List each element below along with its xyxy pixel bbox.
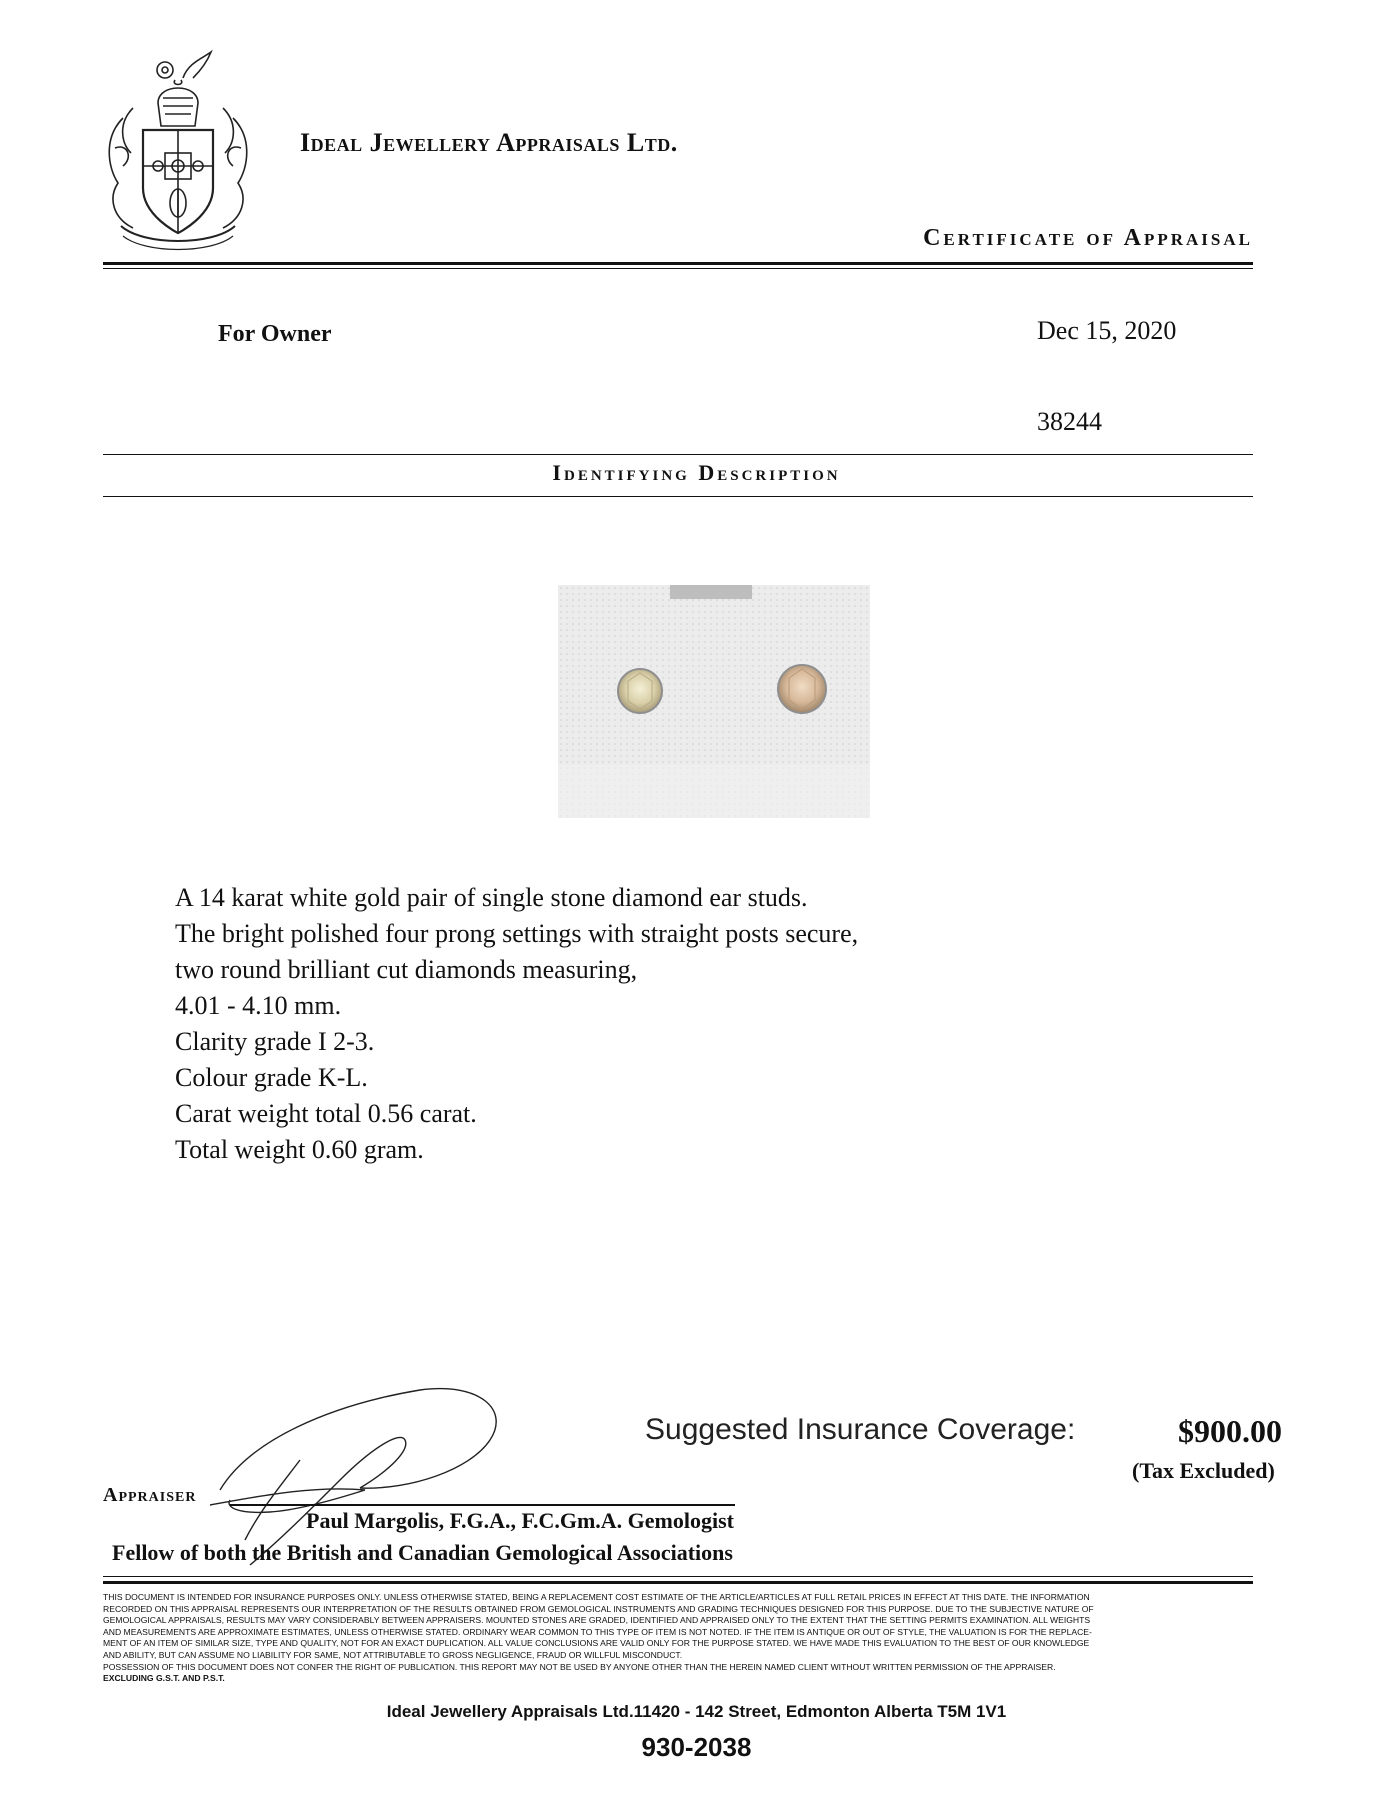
description-line: Colour grade K-L. — [175, 1063, 368, 1092]
certificate-title: Certificate of Appraisal — [923, 225, 1253, 251]
company-crest-logo — [103, 48, 253, 253]
disclaimer-line: THIS DOCUMENT IS INTENDED FOR INSURANCE PURPOSES ONLY. UNLESS OTHERWISE STATED, BEING A REPLACEMENT COST ESTIMATE OF THE ARTICLE/ARTICLES AT FULL RETAIL PRICES IN EFFECT AT THIS DATE. THE INFORMATION — [103, 1592, 1090, 1602]
section-rule-bottom — [103, 496, 1253, 497]
section-title: Identifying Description — [552, 460, 841, 485]
disclaimer-line: RECORDED ON THIS APPRAISAL REPRESENTS OUR INTERPRETATION OF THE RESULTS OBTAINED FROM GEMOLOGICAL INSTRUMENTS AND GRADING TECHNIQUES DESIGNED FOR THIS PURPOSE. DUE TO THE SUBJECTIVE NATURE OF — [103, 1603, 1094, 1614]
insurance-label: Suggested Insurance Coverage: — [645, 1413, 1076, 1446]
company-name: Ideal Jewellery Appraisals Ltd. — [300, 128, 678, 157]
header-rule-thin — [103, 268, 1253, 269]
disclaimer-line: AND MEASUREMENTS ARE APPROXIMATE ESTIMATES, UNLESS OTHERWISE STATED. ORDINARY WEAR COMMON TO THIS TYPE OF ITEM IS NOT NOTED. IF THE ITEM IS ANTIQUE OR OUT OF STYLE, THE VALUATION IS FOR THE REPLACE- — [103, 1626, 1092, 1637]
tax-note: (Tax Excluded) — [1132, 1458, 1275, 1483]
owner-label: For Owner — [218, 321, 332, 347]
footer-rule-thin — [103, 1576, 1253, 1577]
earrings-photo — [558, 585, 870, 818]
description-line: The bright polished four prong settings with straight posts secure, — [175, 919, 859, 948]
signature-line — [230, 1504, 735, 1506]
disclaimer-line: EXCLUDING G.S.T. AND P.S.T. — [103, 1673, 225, 1684]
appraiser-name: Paul Margolis, F.G.A., F.C.Gm.A. Gemologist — [306, 1508, 734, 1533]
description-line: two round brilliant cut diamonds measuring, — [175, 955, 638, 984]
footer-rule-thick — [103, 1581, 1253, 1584]
description-line: Carat weight total 0.56 carat. — [175, 1099, 477, 1128]
description-line: 4.01 - 4.10 mm. — [175, 991, 342, 1020]
appraiser-fellowship: Fellow of both the British and Canadian Gemological Associations — [112, 1540, 733, 1565]
description-line: Clarity grade I 2-3. — [175, 1027, 375, 1056]
insurance-value: $900.00 — [1178, 1413, 1282, 1449]
description-line: Total weight 0.60 gram. — [175, 1135, 424, 1164]
disclaimer-line: AND ABILITY, BUT CAN ASSUME NO LIABILITY FOR SAME, NOT ATTRIBUTABLE TO GROSS NEGLIGENCE, FRAUD OR WILLFUL MISCONDUCT. — [103, 1649, 683, 1660]
company-phone: 930-2038 — [641, 1732, 752, 1762]
section-rule-top — [103, 454, 1253, 455]
appraiser-label: Appraiser — [103, 1484, 197, 1506]
item-description — [175, 880, 858, 1168]
certificate-number: 38244 — [1037, 407, 1102, 436]
header-rule-thick — [103, 262, 1253, 265]
disclaimer-line: GEMOLOGICAL APPRAISALS, RESULTS MAY VARY CONSIDERABLY BETWEEN APPRAISERS. MOUNTED STONES ARE GRADED, IDENTIFIED AND APPRAISED ONLY TO THE EXTENT THAT THE SETTING PERMITS EXAMINATION. ALL WEIGHTS — [103, 1615, 1091, 1626]
description-line: A 14 karat white gold pair of single stone diamond ear studs. — [175, 883, 808, 912]
appraisal-date: Dec 15, 2020 — [1037, 316, 1177, 345]
company-address: Ideal Jewellery Appraisals Ltd.11420 - 142 Street, Edmonton Alberta T5M 1V1 — [386, 1702, 1007, 1721]
disclaimer-text — [103, 1592, 1256, 1685]
disclaimer-line: POSSESSION OF THIS DOCUMENT DOES NOT CONFER THE RIGHT OF PUBLICATION. THIS REPORT MAY NOT BE USED BY ANYONE OTHER THAN THE HEREIN NAMED CLIENT WITHOUT WRITTEN PERMISSION OF THE APPRAISER. — [103, 1661, 1056, 1672]
disclaimer-line: MENT OF AN ITEM OF SIMILAR SIZE, TYPE AND QUALITY, NOT FOR AN EXACT DUPLICATION. ALL VALUE CONCLUSIONS ARE VALID ONLY FOR THE PURPOSE STATED. WE HAVE MADE THIS EVALUATION TO THE BEST OF OUR KNOWLEDGE — [103, 1638, 1090, 1649]
